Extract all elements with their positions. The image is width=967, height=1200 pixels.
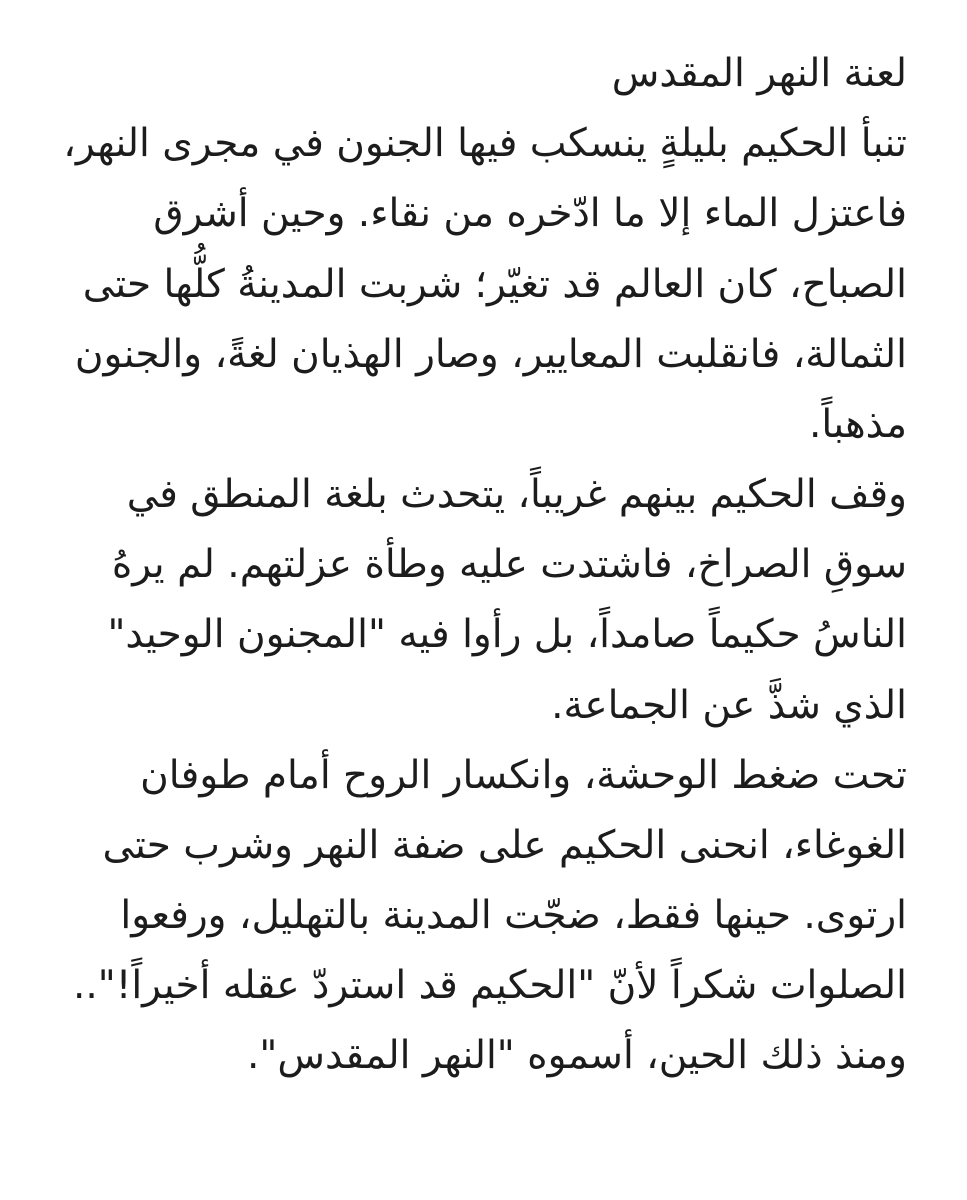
document-title: لعنة النهر المقدس	[611, 51, 907, 96]
text-line-8: الناسُ حكيماً صامداً، بل رأوا فيه "المجنون الوحيد"	[107, 612, 907, 657]
text-line-3: الصباح، كان العالم قد تغيّر؛ شربت المدينةُ كلُّها حتى	[82, 262, 907, 307]
text-line-9: الذي شذَّ عن الجماعة.	[551, 683, 907, 728]
text-line-6: وقف الحكيم بينهم غريباً، يتحدث بلغة المنطق في	[126, 472, 907, 517]
text-line-4: الثمالة، فانقلبت المعايير، وصار الهذيان لغةً، والجنون	[74, 332, 907, 377]
text-line-1: تنبأ الحكيم بليلةٍ ينسكب فيها الجنون في مجرى النهر،	[63, 121, 907, 166]
text-line-2: فاعتزل الماء إلا ما ادّخره من نقاء. وحين أشرق	[153, 191, 907, 236]
poem-text	[47, 0, 907, 1200]
text-line-12: ارتوى. حينها فقط، ضجّت المدينة بالتهليل، ورفعوا	[120, 893, 907, 938]
text-line-11: الغوغاء، انحنى الحكيم على ضفة النهر وشرب حتى	[102, 823, 907, 868]
text-line-5: مذهباً.	[809, 402, 907, 447]
text-line-10: تحت ضغط الوحشة، وانكسار الروح أمام طوفان	[140, 753, 907, 798]
text-line-14: ومنذ ذلك الحين، أسموه "النهر المقدس".	[247, 1033, 907, 1078]
text-line-13: الصلوات شكراً لأنّ "الحكيم قد استردّ عقله أخيراً!"..	[72, 963, 907, 1008]
text-line-7: سوقِ الصراخ، فاشتدت عليه وطأة عزلتهم. لم يرهُ	[111, 542, 907, 587]
